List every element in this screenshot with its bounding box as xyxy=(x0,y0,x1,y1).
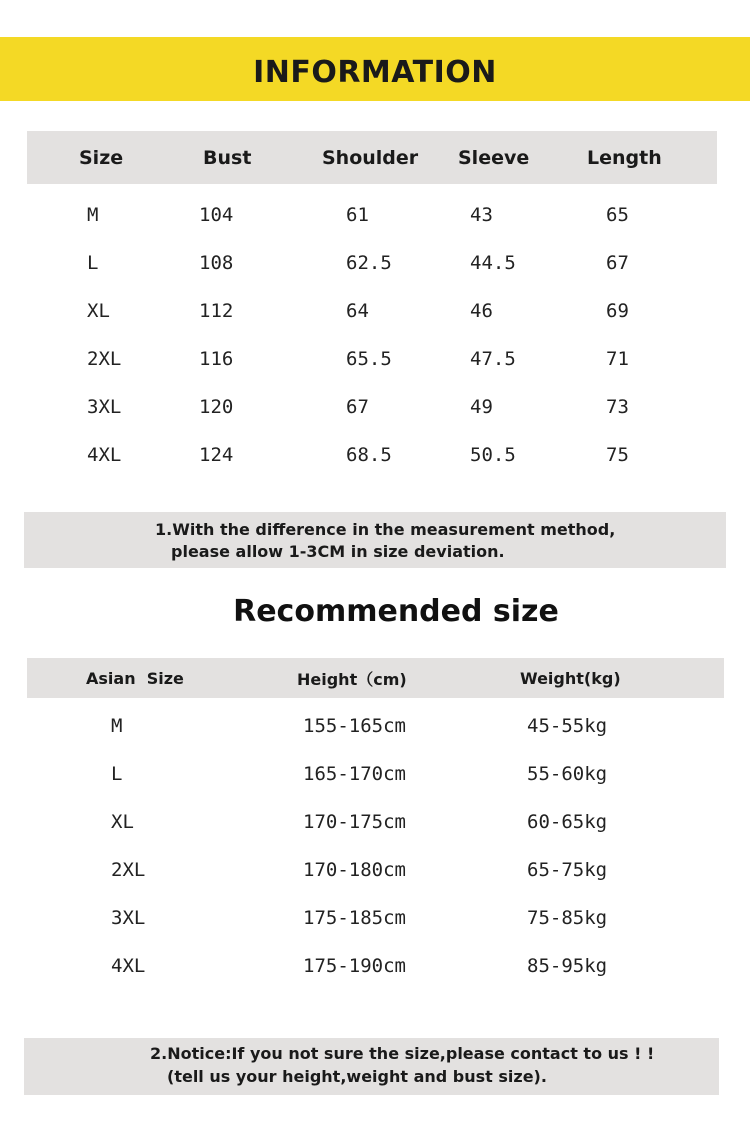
cell-bust: 124 xyxy=(199,444,234,466)
cell-size: M xyxy=(87,204,99,226)
size-table-header xyxy=(27,131,717,184)
cell-bust: 112 xyxy=(199,300,234,322)
cell-length: 67 xyxy=(606,252,629,274)
cell-size: M xyxy=(111,715,123,737)
information-banner xyxy=(0,37,750,101)
note-line: (tell us your height,weight and bust size). xyxy=(167,1067,547,1086)
cell-shoulder: 62.5 xyxy=(346,252,392,274)
cell-sleeve: 43 xyxy=(470,204,493,226)
cell-sleeve: 50.5 xyxy=(470,444,516,466)
cell-size: L xyxy=(87,252,99,274)
cell-size: 3XL xyxy=(87,396,122,418)
recommended-table-header xyxy=(27,658,724,698)
header-size: Size xyxy=(79,146,124,169)
cell-shoulder: 67 xyxy=(346,396,369,418)
recommended-size-title: Recommended size xyxy=(233,594,559,629)
cell-sleeve: 44.5 xyxy=(470,252,516,274)
cell-length: 71 xyxy=(606,348,629,370)
header-asian-size: Asian Size xyxy=(86,668,184,688)
banner-title: INFORMATION xyxy=(253,54,497,90)
cell-shoulder: 61 xyxy=(346,204,369,226)
measurement-note xyxy=(24,512,726,568)
cell-shoulder: 65.5 xyxy=(346,348,392,370)
cell-weight: 45-55kg xyxy=(527,715,608,737)
cell-weight: 55-60kg xyxy=(527,763,608,785)
cell-length: 73 xyxy=(606,396,629,418)
cell-size: 3XL xyxy=(111,907,146,929)
cell-height: 155-165cm xyxy=(303,715,406,737)
cell-size: 4XL xyxy=(111,955,146,977)
cell-length: 75 xyxy=(606,444,629,466)
cell-weight: 75-85kg xyxy=(527,907,608,929)
cell-bust: 120 xyxy=(199,396,234,418)
cell-sleeve: 47.5 xyxy=(470,348,516,370)
cell-height: 170-180cm xyxy=(303,859,406,881)
cell-length: 69 xyxy=(606,300,629,322)
header-length: Length xyxy=(587,146,662,169)
cell-size: XL xyxy=(87,300,110,322)
cell-size: 2XL xyxy=(111,859,146,881)
cell-weight: 60-65kg xyxy=(527,811,608,833)
cell-height: 170-175cm xyxy=(303,811,406,833)
cell-shoulder: 68.5 xyxy=(346,444,392,466)
cell-size: 2XL xyxy=(87,348,122,370)
cell-height: 165-170cm xyxy=(303,763,406,785)
cell-length: 65 xyxy=(606,204,629,226)
cell-weight: 85-95kg xyxy=(527,955,608,977)
cell-shoulder: 64 xyxy=(346,300,369,322)
contact-notice xyxy=(24,1038,719,1095)
cell-bust: 104 xyxy=(199,204,234,226)
header-height: Height（cm) xyxy=(297,669,407,689)
note-line: 2.Notice:If you not sure the size,please contact to us ! ! xyxy=(150,1044,655,1063)
cell-sleeve: 49 xyxy=(470,396,493,418)
note-line: 1.With the difference in the measurement method, xyxy=(155,520,616,539)
cell-height: 175-185cm xyxy=(303,907,406,929)
header-bust: Bust xyxy=(203,146,252,169)
header-sleeve: Sleeve xyxy=(458,146,530,169)
cell-size: XL xyxy=(111,811,134,833)
header-shoulder: Shoulder xyxy=(322,146,419,169)
cell-height: 175-190cm xyxy=(303,955,406,977)
cell-bust: 116 xyxy=(199,348,234,370)
cell-size: 4XL xyxy=(87,444,122,466)
cell-weight: 65-75kg xyxy=(527,859,608,881)
cell-size: L xyxy=(111,763,123,785)
note-line: please allow 1-3CM in size deviation. xyxy=(171,542,505,561)
header-weight: Weight(kg) xyxy=(520,668,621,688)
cell-sleeve: 46 xyxy=(470,300,493,322)
cell-bust: 108 xyxy=(199,252,234,274)
